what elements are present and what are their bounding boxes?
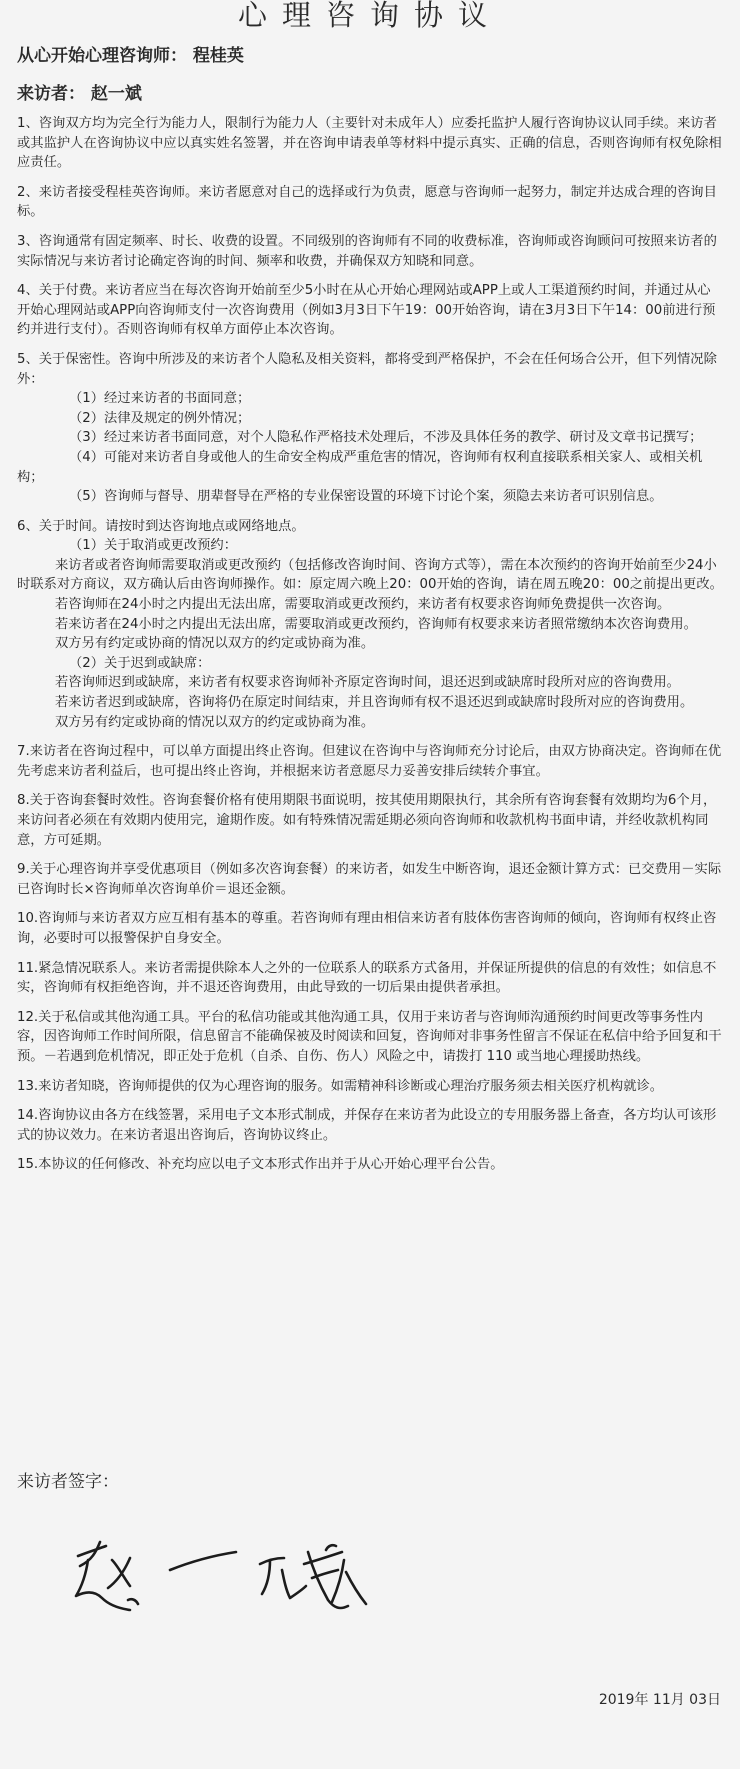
clause-8 (17, 791, 723, 850)
signing-date: 2019年 11月 03日 (598, 1692, 721, 1708)
clause-6-sub-1a: 来访者或者咨询师需要取消或更改预约（包括修改咨询时间、咨询方式等），需在本次预约的咨询开始前至少24小时联系对方商议，双方确认后由咨询师操作。如：原定周六晚上20：00开始的咨询，请在周五晚20：00之前提出更改。 (17, 557, 723, 593)
clause-3-text: 3、咨询通常有固定频率、时长、收费的设置。不同级别的咨询师有不同的收费标准，咨询师或咨询顾问可按照来访者的实际情况与来访者讨论确定咨询的时间、频率和收费，并确保双方知晓和同意。 (17, 233, 717, 269)
clause-6-sub-2: （2）关于迟到或缺席： (69, 655, 211, 671)
clause-15-text: 15.本协议的任何修改、补充均应以电子文本形式作出并于从心开始心理平台公告。 (17, 1157, 504, 1173)
clause-4-text: 4、关于付费。来访者应当在每次咨询开始前至少5小时在从心开始心理网站或APP上或人工渠道预约时间，并通过从心开始心理网站或APP向咨询师支付一次咨询费用（例如3月3日下午19：00开始咨询，请在3月3日下午14：00前进行预约并进行支付）。否则咨询师有权单方面停止本次咨询。 (17, 283, 716, 338)
clause-14 (17, 1106, 723, 1145)
clause-6-sub-1b: 若咨询师在24小时之内提出无法出席，需要取消或更改预约，来访者有权要求咨询师免费提供一次咨询。 (55, 597, 671, 613)
clause-15 (17, 1155, 723, 1175)
client-line: 来访者： 赵一斌 (17, 84, 142, 104)
clause-1 (17, 114, 723, 173)
clause-6 (17, 517, 723, 733)
document-title: 心理咨询协议 (237, 0, 502, 32)
clause-13-text: 13.来访者知晓，咨询师提供的仅为心理咨询的服务。如需精神科诊断或心理治疗服务须去相关医疗机构就诊。 (17, 1078, 664, 1094)
clause-6-sub-2c: 双方另有约定或协商的情况以双方的约定或协商为准。 (55, 714, 375, 730)
clause-11 (17, 959, 723, 998)
clause-5-item-2: （2）法律及规定的例外情况； (69, 410, 251, 426)
clause-5-item-5: （5）咨询师与督导、朋辈督导在严格的专业保密设置的环境下讨论个案，须隐去来访者可识别信息。 (69, 489, 663, 505)
clause-3 (17, 232, 723, 271)
counselor-line: 从心开始心理咨询师： 程桂英 (17, 46, 244, 66)
clause-6-sub-1c: 若来访者在24小时之内提出无法出席，需要取消或更改预约，咨询师有权要求来访者照常缴纳本次咨询费用。 (55, 616, 697, 632)
clause-5-text: 5、关于保密性。咨询中所涉及的来访者个人隐私及相关资料，都将受到严格保护，不会在任何场合公开，但下列情况除外： (17, 351, 717, 387)
clause-14-text: 14.咨询协议由各方在线签署，采用电子文本形式制成，并保存在来访者为此设立的专用服务器上备查，各方均认可该形式的协议效力。在来访者退出咨询后，咨询协议终止。 (17, 1108, 717, 1143)
clause-5 (17, 350, 723, 507)
clause-13 (17, 1077, 723, 1097)
clause-6-sub-2b: 若来访者迟到或缺席，咨询将仍在原定时间结束，并且咨询师有权不退还迟到或缺席时段所对应的咨询费用。 (55, 695, 694, 711)
clause-12-text: 12.关于私信或其他沟通工具。平台的私信功能或其他沟通工具，仅用于来访者与咨询师沟通预约时间更改等事务性内容，因咨询师工作时间所限，信息留言不能确保被及时阅读和回复，咨询师对非事务性留言不保证在私信中给予回复和干预。－若遇到危机情况，即正处于危机（自杀、自伤、伤人）风险之中，请拨打 110 或当地心理援助热线。 (17, 1009, 722, 1064)
clause-4 (17, 281, 723, 340)
clause-6-text: 6、关于时间。请按时到达咨询地点或网络地点。 (17, 518, 305, 534)
handwritten-signature (72, 1530, 402, 1630)
clause-5-item-1: （1）经过来访者的书面同意； (69, 391, 251, 407)
clause-8-text: 8.关于咨询套餐时效性。咨询套餐价格有使用期限书面说明，按其使用期限执行，其余所有咨询套餐有效期均为6个月，来访问者必须在有效期内使用完，逾期作废。如有特殊情况需延期必须向咨询师和收款机构书面申请，并经收款机构同意，方可延期。 (17, 793, 717, 848)
signature-label: 来访者签字： (17, 1472, 119, 1492)
clause-2-text: 2、来访者接受程桂英咨询师。来访者愿意对自己的选择或行为负责，愿意与咨询师一起努力，制定并达成合理的咨询目标。 (17, 184, 717, 220)
clause-9 (17, 860, 723, 899)
clause-6-sub-1: （1）关于取消或更改预约： (69, 538, 238, 554)
clause-7-text: 7.来访者在咨询过程中，可以单方面提出终止咨询。但建议在咨询中与咨询师充分讨论后，由双方协商决定。咨询师在优先考虑来访者利益后，也可提出终止咨询，并根据来访者意愿尽力妥善安排后续转介事宜。 (17, 744, 722, 779)
clause-10 (17, 909, 723, 948)
clause-9-text: 9.关于心理咨询并享受优惠项目（例如多次咨询套餐）的来访者，如发生中断咨询，退还金额计算方式：已交费用－实际已咨询时长×咨询师单次咨询单价＝退还金额。 (17, 862, 722, 897)
clause-2 (17, 183, 723, 222)
clause-5-item-4: （4）可能对来访者自身或他人的生命安全构成严重危害的情况，咨询师有权利直接联系相关家人、或相关机构； (17, 449, 703, 485)
clause-11-text: 11.紧急情况联系人。来访者需提供除本人之外的一位联系人的联系方式备用，并保证所提供的信息的有效性；如信息不实，咨询师有权拒绝咨询，并不退还咨询费用，由此导致的一切后果由提供者承担。 (17, 960, 717, 996)
clause-5-item-3: （3）经过来访者书面同意，对个人隐私作严格技术处理后，不涉及具体任务的教学、研讨及文章书记撰写； (69, 430, 703, 446)
clause-7 (17, 742, 723, 781)
clause-12 (17, 1008, 723, 1067)
clause-6-sub-2a: 若咨询师迟到或缺席，来访者有权要求咨询师补齐原定咨询时间，退还迟到或缺席时段所对应的咨询费用。 (55, 675, 680, 691)
clause-1-text: 1、咨询双方均为完全行为能力人，限制行为能力人（主要针对未成年人）应委托监护人履行咨询协议认同手续。来访者或其监护人在咨询协议中应以真实姓名签署，并在咨询申请表单等材料中提示真实、正确的信息，否则咨询师有权免除相应责任。 (17, 116, 722, 171)
clause-6-sub-1d: 双方另有约定或协商的情况以双方的约定或协商为准。 (55, 636, 375, 652)
clause-10-text: 10.咨询师与来访者双方应互相有基本的尊重。若咨询师有理由相信来访者有肢体伤害咨询师的倾向，咨询师有权终止咨询，必要时可以报警保护自身安全。 (17, 911, 717, 946)
